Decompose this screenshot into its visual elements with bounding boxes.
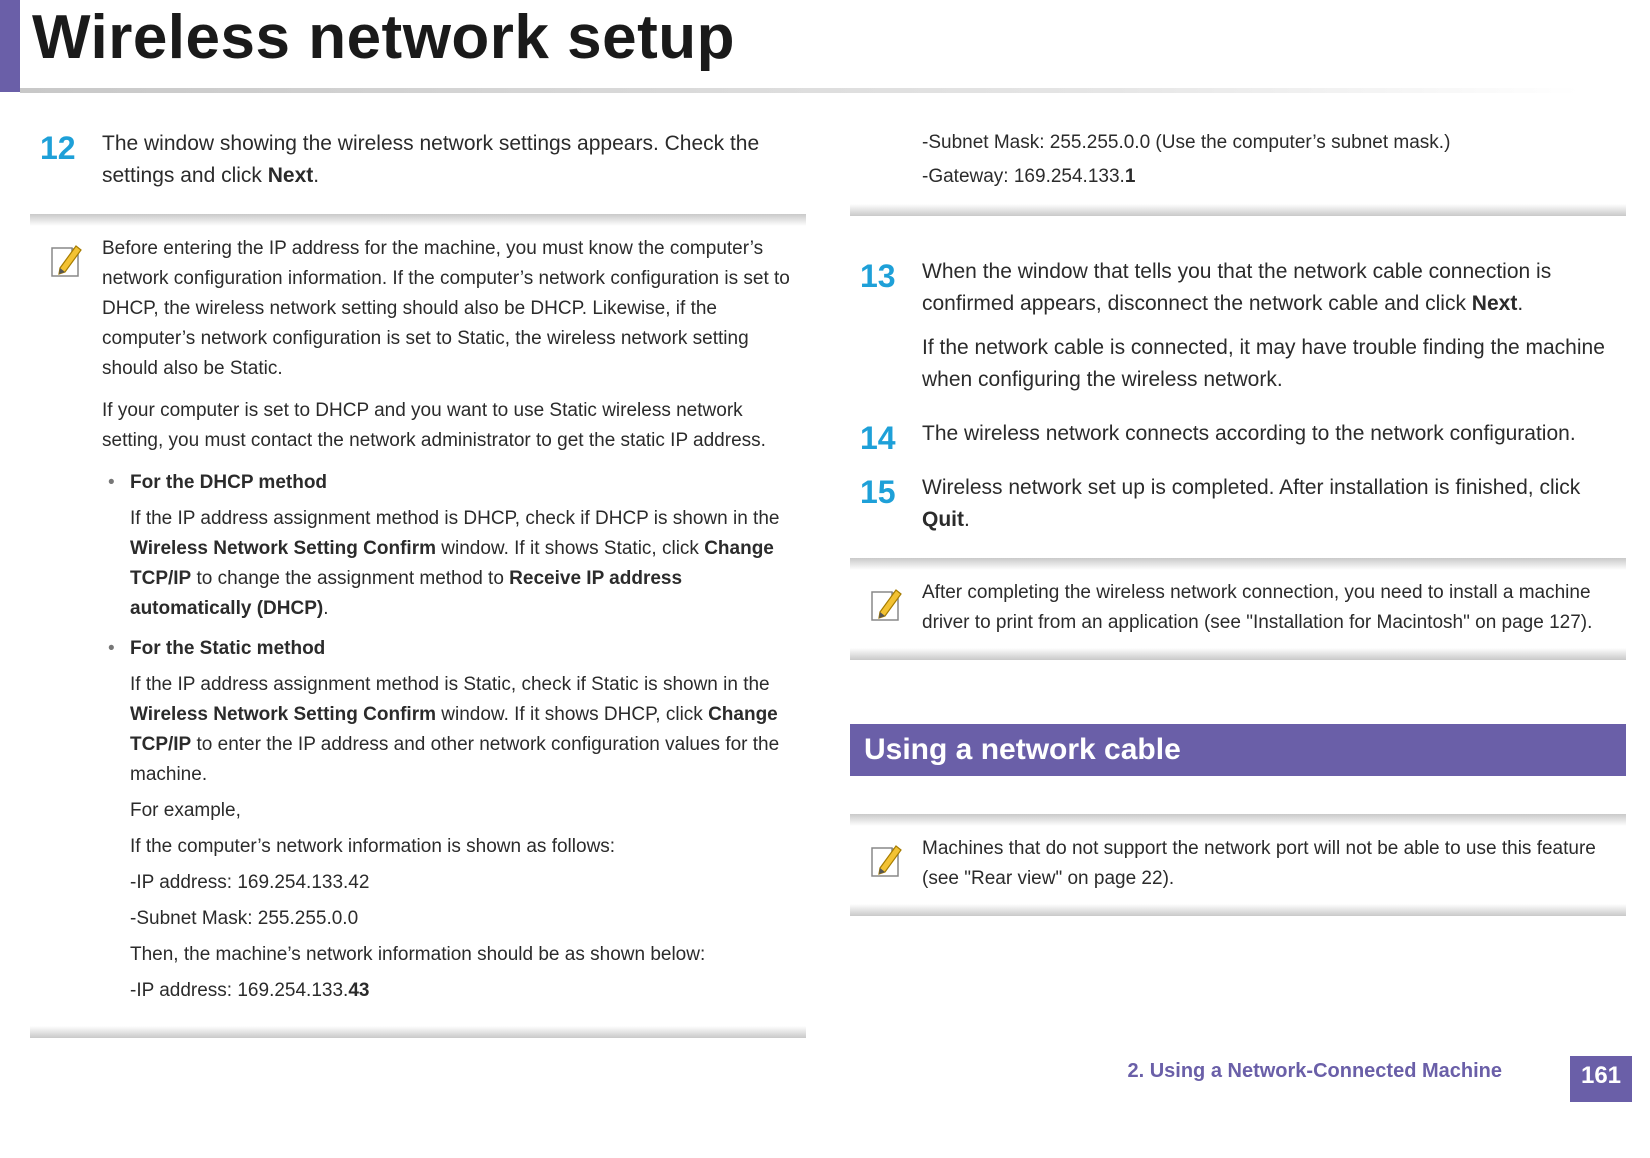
step-text: When the window that tells you that the network cable connection is confirmed appears, disconnect the network cable and click Next. [922, 260, 1552, 315]
title-rule [20, 88, 1580, 93]
right-column [850, 128, 1626, 938]
step-number: 14 [860, 420, 896, 456]
note-continuation [850, 128, 1626, 216]
method-list [102, 468, 806, 1006]
example-ip: -IP address: 169.254.133.42 [130, 872, 370, 893]
note-pencil-icon [866, 840, 906, 880]
example-mask-machine: -Subnet Mask: 255.255.0.0 (Use the computer’s subnet mask.) [922, 132, 1451, 153]
note-box [850, 558, 1626, 660]
example-mask: -Subnet Mask: 255.255.0.0 [130, 908, 359, 929]
note-paragraph: If your computer is set to DHCP and you want to use Static wireless network setting, you must contact the network administrator to get the static IP address. [102, 400, 766, 451]
step-12 [30, 128, 806, 192]
list-item-static [102, 634, 806, 1006]
example-intro: If the computer’s network information is shown as follows: [130, 836, 616, 857]
dhcp-text: If the IP address assignment method is DHCP, check if DHCP is shown in the Wireless Network Setting Confirm window. If it shows Static, click Change TCP/IP to change the assignment method to Receive IP address automatically (DHCP). [130, 508, 780, 619]
step-number: 15 [860, 474, 896, 510]
example-label: For example, [130, 800, 241, 821]
step-text: The wireless network connects according to the network configuration. [922, 422, 1576, 445]
step-text: Wireless network set up is completed. After installation is finished, click Quit. [922, 476, 1581, 531]
footer-section-title: 2. Using a Network-Connected Machine [1127, 1060, 1502, 1082]
step-15 [850, 472, 1626, 536]
note-box [850, 814, 1626, 916]
example-then: Then, the machine’s network information should be as shown below: [130, 944, 706, 965]
note-pencil-icon [866, 584, 906, 624]
step-13 [850, 256, 1626, 396]
note-paragraph: After completing the wireless network connection, you need to install a machine driver to print from an application (see "Installation for Macintosh" on page 127). [922, 582, 1593, 633]
step-number: 12 [40, 130, 76, 166]
page-title: Wireless network setup [32, 3, 735, 72]
step-text: The window showing the wireless network settings appears. Check the settings and click Next. [102, 132, 760, 187]
left-column [30, 128, 806, 1060]
page-number: 161 [1570, 1056, 1632, 1102]
note-box [30, 214, 806, 1038]
section-heading: Using a network cable [850, 724, 1626, 776]
example-ip-machine: -IP address: 169.254.133.43 [130, 980, 370, 1001]
step-subtext: If the network cable is connected, it may have trouble finding the machine when configuring the wireless network. [922, 336, 1605, 391]
static-heading: For the Static method [130, 638, 326, 659]
dhcp-heading: For the DHCP method [130, 472, 328, 493]
note-pencil-icon [46, 240, 86, 280]
note-paragraph: Before entering the IP address for the machine, you must know the computer’s network configuration information. If the computer’s network configuration is set to DHCP, the wireless network setting should also be DHCP. Likewise, if the computer’s network configuration is set to Static, the wireless network setting should also be Static. [102, 238, 790, 379]
title-accent-bar [0, 0, 20, 92]
list-item-dhcp [102, 468, 806, 624]
example-gateway: -Gateway: 169.254.133.1 [922, 166, 1136, 187]
step-14 [850, 418, 1626, 456]
step-number: 13 [860, 258, 896, 294]
note-paragraph: Machines that do not support the network port will not be able to use this feature (see "Rear view" on page 22). [922, 838, 1596, 889]
static-text: If the IP address assignment method is Static, check if Static is shown in the Wireless Network Setting Confirm window. If it shows DHCP, click Change TCP/IP to enter the IP address and other network configuration values for the machine. [130, 674, 780, 785]
